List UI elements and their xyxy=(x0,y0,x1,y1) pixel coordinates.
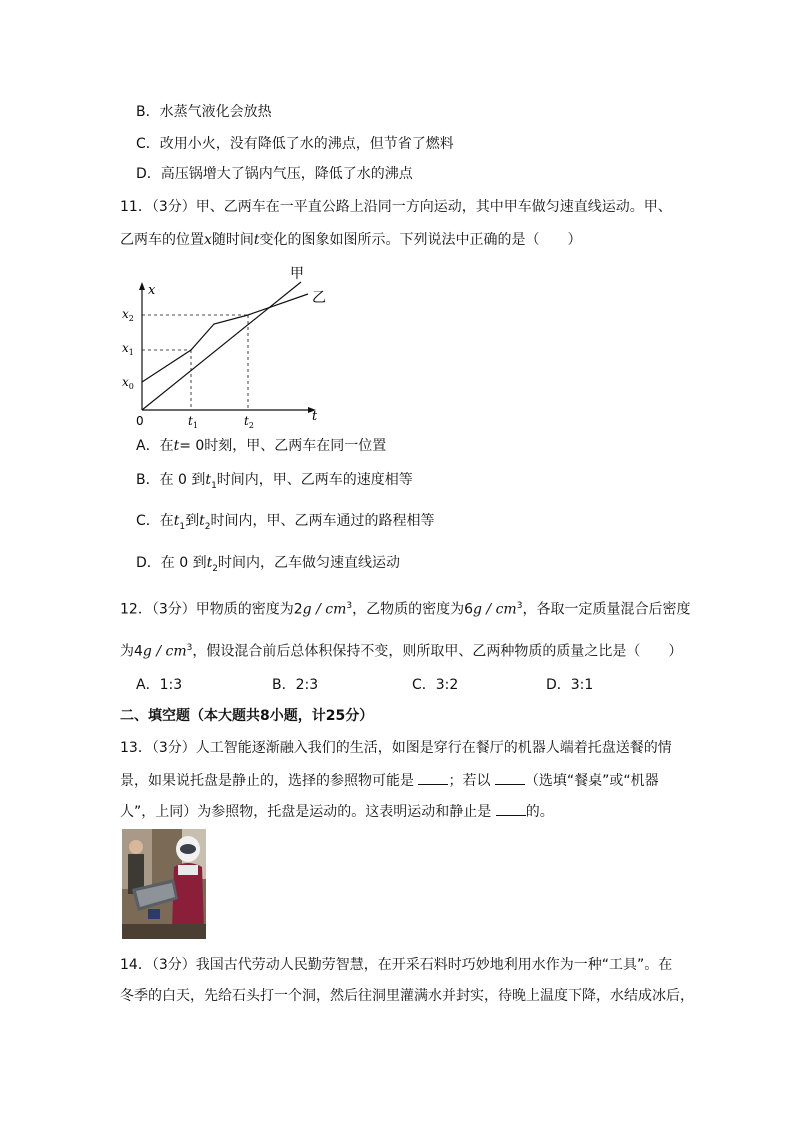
tick-label-t2: $t_2$ xyxy=(244,414,254,430)
robot-waiter-illustration xyxy=(122,829,206,939)
q11-option-b: B．在 0 到$t_1$时间内，甲、乙两车的速度相等 xyxy=(136,472,413,491)
q14-stem-line1: 14．（3分）我国古代劳动人民勤劳智慧，在开采石料时巧妙地利用水作为一种“工具”。在 xyxy=(120,957,673,973)
q13-stem-line1: 13．（3分）人工智能逐渐融入我们的生活，如图是穿行在餐厅的机器人端着托盘送餐的情 xyxy=(120,740,672,756)
q12-option-c: C．3:2 xyxy=(412,677,459,693)
q10-option-d: D．高压锅增大了锅内气压，降低了水的沸点 xyxy=(136,166,413,182)
axis-label-t: t xyxy=(312,409,318,424)
section-heading: 二、填空题（本大题共8小题，计25分） xyxy=(120,708,374,724)
q12-option-a: A．1:3 xyxy=(136,677,183,693)
q11-option-d: D．在 0 到$t_2$时间内，乙车做匀速直线运动 xyxy=(136,555,400,574)
robot-waiter-photo xyxy=(122,829,206,939)
position-time-graph xyxy=(118,262,328,432)
origin-label: 0 xyxy=(136,414,144,428)
y-axis-arrow xyxy=(139,282,145,290)
tick-label-x1: $x_1$ xyxy=(122,341,134,357)
tick-label-x0: $x_0$ xyxy=(122,375,134,391)
q13-blank-2[interactable] xyxy=(495,770,525,785)
q11-stem-line1: 11．（3分）甲、乙两车在一平直公路上沿同一方向运动，其中甲车做匀速直线运动。甲、 xyxy=(120,199,672,215)
axis-label-x: x xyxy=(148,283,156,298)
q11-option-c: C．在$t_1$到$t_2$时间内，甲、乙两车通过的路程相等 xyxy=(136,513,435,532)
line-jia xyxy=(142,282,301,410)
tick-label-x2: $x_2$ xyxy=(122,307,134,323)
q10-option-c: C．改用小火，没有降低了水的沸点，但节省了燃料 xyxy=(136,136,454,152)
tick-label-t1: $t_1$ xyxy=(188,414,198,430)
q12-options xyxy=(136,674,696,694)
q13-blank-1[interactable] xyxy=(418,770,448,785)
q12-stem-line2: 为$4g / cm^3$，假设混合前后总体积保持不变，则所取甲、乙两种物质的质量之比是（ ） xyxy=(120,643,683,660)
q10-option-b: B．水蒸气液化会放热 xyxy=(136,104,272,120)
q13-blank-3[interactable] xyxy=(496,801,526,816)
q11-option-a: A．在t= 0时刻，甲、乙两车在同一位置 xyxy=(136,438,387,454)
q11-stem-line2: 乙两车的位置x随时间t变化的图象如图所示。下列说法中正确的是（ ） xyxy=(120,232,582,248)
q12-stem-line1: 12．（3分）甲物质的密度为$2g / cm^3$，乙物质的密度为$6g / cm^3$，各取一定质量混合后密度 xyxy=(120,601,691,618)
q12-option-b: B．2:3 xyxy=(272,677,319,693)
line-yi xyxy=(142,294,308,382)
q13-stem-line2: 景，如果说托盘是静止的，选择的参照物可能是 ；若以 （选填“餐桌”或“机器 xyxy=(120,770,659,791)
q12-option-d: D．3:1 xyxy=(546,677,594,693)
label-yi: 乙 xyxy=(312,290,326,306)
q13-stem-line3: 人”，上同）为参照物，托盘是运动的。这表明运动和静止是 的。 xyxy=(120,801,554,822)
label-jia: 甲 xyxy=(290,266,304,282)
q14-stem-line2: 冬季的白天，先给石头打一个洞，然后往洞里灌满水并封实，待晚上温度下降，水结成冰后， xyxy=(120,988,694,1004)
